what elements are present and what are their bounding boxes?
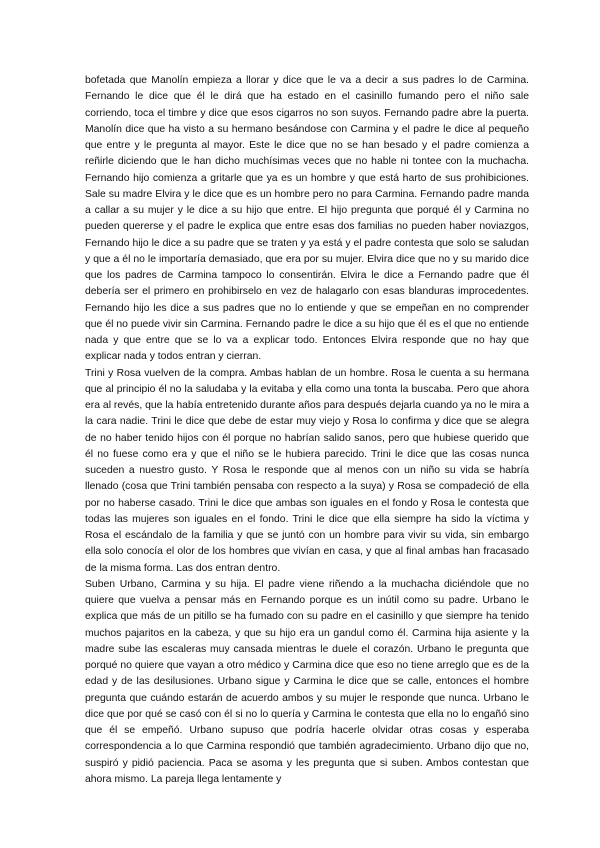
document-page [85,73,529,788]
paragraph-1: bofetada que Manolín empieza a llorar y dice que le va a decir a sus padres lo de Carmina. Fernando le dice que él le dirá que ha estado en el casinillo fumando pero el niño sale corriendo, toca el timbre y dice que esos cigarros no son suyos. Fernando padre abre la puerta. Manolín dice que ha visto a su hermano besándose con Carmina y el padre le dice al pequeño que entre y le pregunta al mayor. Este le dice que no se han besado y el padre comienza a reñirle diciendo que le han dicho muchísimas veces que no hable ni tontee con la muchacha. Fernando hijo comienza a gritarle que ya es un hombre y que está harto de sus prohibiciones. Sale su madre Elvira y le dice que es un hombre pero no para Carmina. Fernando padre manda a callar a su mujer y le dice a su hijo que entre. El hijo pregunta que porqué él y Carmina no pueden quererse y el padre le explica que entre esas dos familias no pueden haber noviazgos, Fernando hijo le dice a su padre que se traten y ya está y el padre contesta que solo se saludan y que a él no le importaría demasiado, que era por su mujer. Elvira dice que no y su marido dice que los padres de Carmina tampoco lo consentirán. Elvira le dice a Fernando padre que él debería ser el primero en prohibirselo en vez de halagarlo con esas blanduras improcedentes. Fernando hijo les dice a sus padres que no lo entiende y que se empeñan en no comprender que él no puede vivir sin Carmina. Fernando padre le dice a su hijo que él es el que no entiende nada y que entre que se lo va a explicar todo. Entonces Elvira responde que no hay que explicar nada y todos entran y cierran. [85,75,529,363]
paragraph-2: Trini y Rosa vuelven de la compra. Ambas hablan de un hombre. Rosa le cuenta a su hermana que al principio él no la saludaba y la evitaba y ella como una tonta la buscaba. Pero que ahora era al revés, que la había entretenido durante años para después dejarla cuando ya no le mira a la cara nadie. Trini le dice que debe de estar muy viejo y Rosa lo confirma y dice que se alegra de no haber tenido hijos con él porque no habrían salido sanos, pero que hubiese querido que él no fuese como era y que el niño se le hubiera parecido. Trini le dice que las cosas nunca suceden a nuestro gusto. Y Rosa le responde que al menos con un niño su vida se habría llenado (cosa que Trini también pensaba con respecto a la suya) y Rosa se compadeció de ella por no haberse casado. Trini le dice que ambas son iguales en el fondo y Rosa le contesta que todas las mujeres son iguales en el fondo. Trini le dice que ella siempre ha sido la víctima y Rosa el escándalo de la familia y que se juntó con un hombre para vivir su vida, sin embargo ella solo conocía el olor de los hombres que vivían en casa, y que al final ambas han fracasado de la misma forma. Las dos entran dentro. [85,367,529,574]
paragraph-3: Suben Urbano, Carmina y su hija. El padre viene riñendo a la muchacha diciéndole que no quiere que vuelva a pensar más en Fernando porque es un inútil como su padre. Urbano le explica que más de un pitillo se ha fumado con su padre en el casinillo y que siempre ha tenido muchos pajaritos en la cabeza, y que su hijo era un gandul como él. Carmina hija asiente y la madre sube las escaleras muy cansada mientras le duele el corazón. Urbano le pregunta que porqué no quiere que vayan a otro médico y Carmina dice que eso no tiene arreglo que es de la edad y de las desilusiones. Urbano sigue y Carmina le dice que se calle, entonces el hombre pregunta que cuándo estarán de acuerdo ambos y su mujer le responde que nunca. Urbano le dice que por qué se casó con él si no lo quería y Carmina le contesta que ella no lo engañó sino que él se empeñó. Urbano supuso que podría hacerle olvidar otras cosas y esperaba correspondencia a lo que Carmina respondió que también agradecimiento. Urbano dijo que no, suspiró y pidió paciencia. Paca se asoma y les pregunta que si suben. Ambos contestan que ahora mismo. La pareja llega lentamente y [85,578,529,785]
